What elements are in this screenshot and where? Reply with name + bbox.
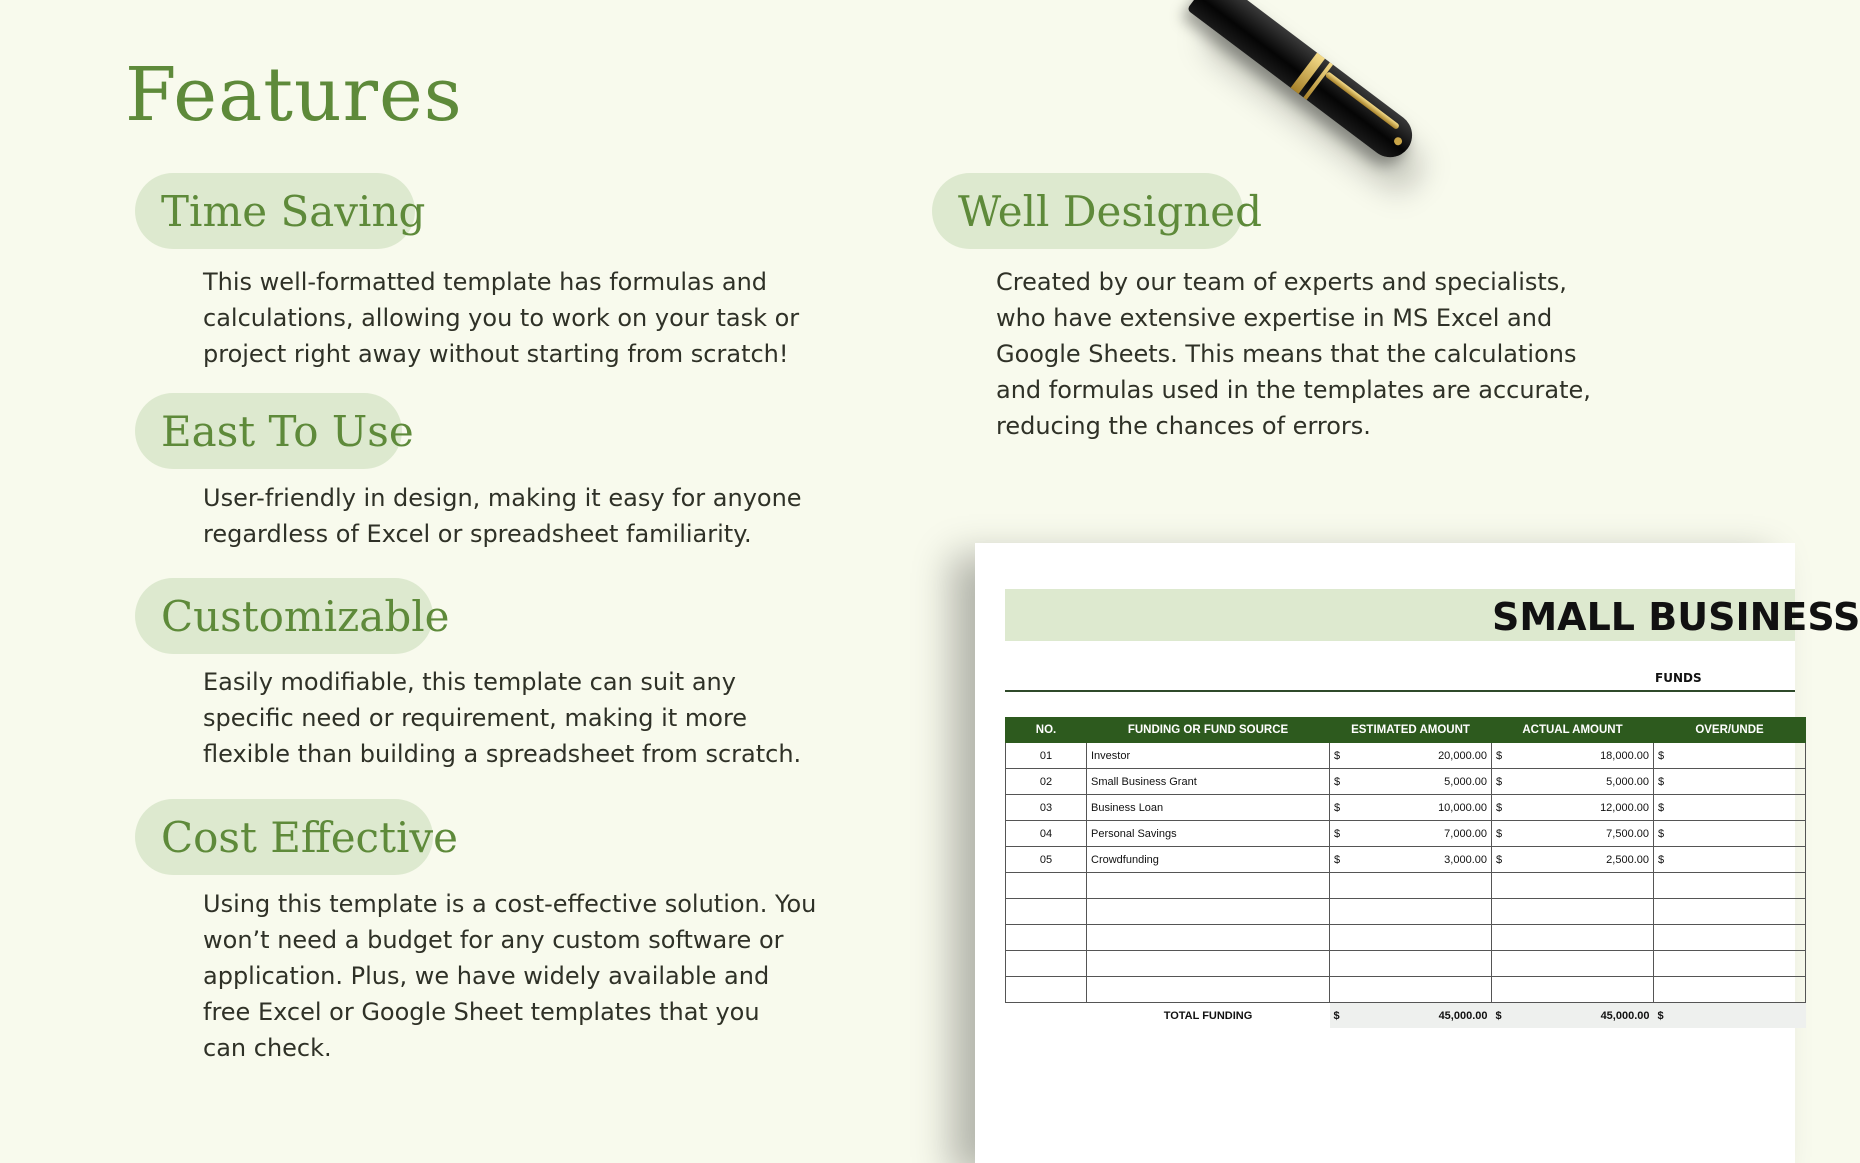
currency-symbol: $ (1658, 801, 1665, 814)
cell-source: Small Business Grant (1087, 769, 1330, 795)
sheet-title: SMALL BUSINESS (1492, 595, 1860, 639)
currency-symbol: $ (1495, 1009, 1502, 1022)
cell-blank (1006, 1003, 1087, 1029)
currency-symbol: $ (1334, 775, 1341, 788)
cell-empty (1087, 873, 1330, 899)
cell-empty (1654, 951, 1806, 977)
cell-empty (1654, 899, 1806, 925)
feature-desc-customizable: Easily modifiable, this template can suit any specific need or requirement, making it more flexible than building a spreadsheet from scratch. (203, 668, 802, 768)
cell-over-under (1654, 795, 1806, 821)
amount: 5,000.00 (1606, 775, 1649, 788)
currency-symbol: $ (1658, 749, 1665, 762)
amount: 45,000.00 (1438, 1009, 1488, 1022)
feature-title-easy-to-use: East To Use (135, 393, 402, 469)
cell-over-under (1654, 743, 1806, 769)
cell-no: 05 (1006, 847, 1087, 873)
table-row (1006, 743, 1806, 769)
table-header-row (1006, 718, 1806, 743)
cell-no: 04 (1006, 821, 1087, 847)
feature-title-customizable: Customizable (135, 578, 433, 654)
cell-actual (1492, 821, 1654, 847)
cell-over-under (1654, 847, 1806, 873)
amount: 3,000.00 (1444, 853, 1487, 866)
amount: 12,000.00 (1600, 801, 1649, 814)
header-no: NO. (1006, 718, 1087, 743)
feature-title-cost-effective: Cost Effective (135, 799, 433, 875)
cell-actual (1492, 847, 1654, 873)
funds-table (1005, 717, 1806, 1028)
cell-over-under (1654, 821, 1806, 847)
cell-no: 01 (1006, 743, 1087, 769)
spreadsheet-preview (975, 543, 1860, 1163)
currency-symbol: $ (1334, 853, 1341, 866)
cell-empty (1087, 977, 1330, 1003)
cell-empty (1330, 951, 1492, 977)
currency-symbol: $ (1496, 749, 1503, 762)
header-actual: ACTUAL AMOUNT (1492, 718, 1654, 743)
cell-empty (1492, 925, 1654, 951)
currency-symbol: $ (1496, 775, 1503, 788)
table-row (1006, 795, 1806, 821)
currency-symbol: $ (1496, 853, 1503, 866)
cell-empty (1330, 925, 1492, 951)
cell-empty (1006, 873, 1087, 899)
cell-source: Business Loan (1087, 795, 1330, 821)
cell-estimated (1330, 795, 1492, 821)
table-row (1006, 847, 1806, 873)
fountain-pen-icon (1187, 0, 1421, 166)
cell-empty (1006, 951, 1087, 977)
currency-symbol: $ (1658, 853, 1665, 866)
feature-desc-well-designed: Created by our team of experts and specialists, who have extensive expertise in MS Excel and Google Sheets. This means that the calculations and formulas used in the templates are accurate, reducing the chances of errors. (996, 268, 1591, 440)
cell-no: 02 (1006, 769, 1087, 795)
cell-empty (1654, 873, 1806, 899)
cell-estimated (1330, 743, 1492, 769)
header-source: FUNDING OR FUND SOURCE (1087, 718, 1330, 743)
currency-symbol: $ (1334, 749, 1341, 762)
amount: 7,500.00 (1606, 827, 1649, 840)
cell-estimated (1330, 821, 1492, 847)
table-row-empty (1006, 899, 1806, 925)
cell-source: Personal Savings (1087, 821, 1330, 847)
amount: 20,000.00 (1438, 749, 1487, 762)
page-title: Features (125, 52, 463, 138)
currency-symbol: $ (1333, 1009, 1340, 1022)
table-row-empty (1006, 951, 1806, 977)
cell-empty (1006, 899, 1087, 925)
cell-empty (1006, 925, 1087, 951)
cell-empty (1492, 899, 1654, 925)
total-over-under (1654, 1003, 1806, 1029)
currency-symbol: $ (1334, 801, 1341, 814)
cell-empty (1654, 925, 1806, 951)
table-row-empty (1006, 873, 1806, 899)
currency-symbol: $ (1334, 827, 1341, 840)
total-label: TOTAL FUNDING (1163, 1009, 1253, 1022)
cell-estimated (1330, 769, 1492, 795)
amount: 10,000.00 (1438, 801, 1487, 814)
cell-empty (1492, 977, 1654, 1003)
currency-symbol: $ (1657, 1009, 1664, 1022)
cell-actual (1492, 795, 1654, 821)
header-estimated: ESTIMATED AMOUNT (1330, 718, 1492, 743)
amount: 18,000.00 (1600, 749, 1649, 762)
cell-no: 03 (1006, 795, 1087, 821)
total-actual (1492, 1003, 1654, 1029)
cell-estimated (1330, 847, 1492, 873)
currency-symbol: $ (1658, 827, 1665, 840)
cell-empty (1330, 899, 1492, 925)
currency-symbol: $ (1496, 801, 1503, 814)
feature-title-well-designed: Well Designed (932, 173, 1243, 249)
cell-source: Investor (1087, 743, 1330, 769)
table-row-empty (1006, 925, 1806, 951)
table-row (1006, 769, 1806, 795)
cell-empty (1087, 899, 1330, 925)
cell-empty (1492, 951, 1654, 977)
currency-symbol: $ (1496, 827, 1503, 840)
cell-source: Crowdfunding (1087, 847, 1330, 873)
table-total-row (1006, 1003, 1806, 1029)
cell-actual (1492, 769, 1654, 795)
funds-divider (1005, 690, 1795, 692)
funds-label: FUNDS (1655, 671, 1702, 685)
cell-empty (1492, 873, 1654, 899)
feature-desc-easy-to-use: User-friendly in design, making it easy for anyone regardless of Excel or spreadsheet familiarity. (203, 484, 802, 548)
sheet-title-banner (1005, 589, 1860, 641)
amount: 5,000.00 (1444, 775, 1487, 788)
table-row-empty (1006, 977, 1806, 1003)
cell-empty (1330, 873, 1492, 899)
feature-desc-time-saving: This well-formatted template has formulas and calculations, allowing you to work on your task or project right away without starting from scratch! (203, 268, 800, 368)
cell-empty (1087, 925, 1330, 951)
amount: 45,000.00 (1600, 1009, 1650, 1022)
feature-desc-cost-effective: Using this template is a cost-effective solution. You won’t need a budget for any custom software or application. Plus, we have widely available and free Excel or Google Sheet templates that you can check. (203, 890, 817, 1062)
total-estimated (1330, 1003, 1492, 1029)
amount: 2,500.00 (1606, 853, 1649, 866)
cell-empty (1330, 977, 1492, 1003)
cell-empty (1006, 977, 1087, 1003)
cell-actual (1492, 743, 1654, 769)
cell-over-under (1654, 769, 1806, 795)
table-row (1006, 821, 1806, 847)
cell-empty (1654, 977, 1806, 1003)
feature-title-time-saving: Time Saving (135, 173, 415, 249)
amount: 7,000.00 (1444, 827, 1487, 840)
cell-empty (1087, 951, 1330, 977)
currency-symbol: $ (1658, 775, 1665, 788)
header-over-under: OVER/UNDE (1654, 718, 1806, 743)
